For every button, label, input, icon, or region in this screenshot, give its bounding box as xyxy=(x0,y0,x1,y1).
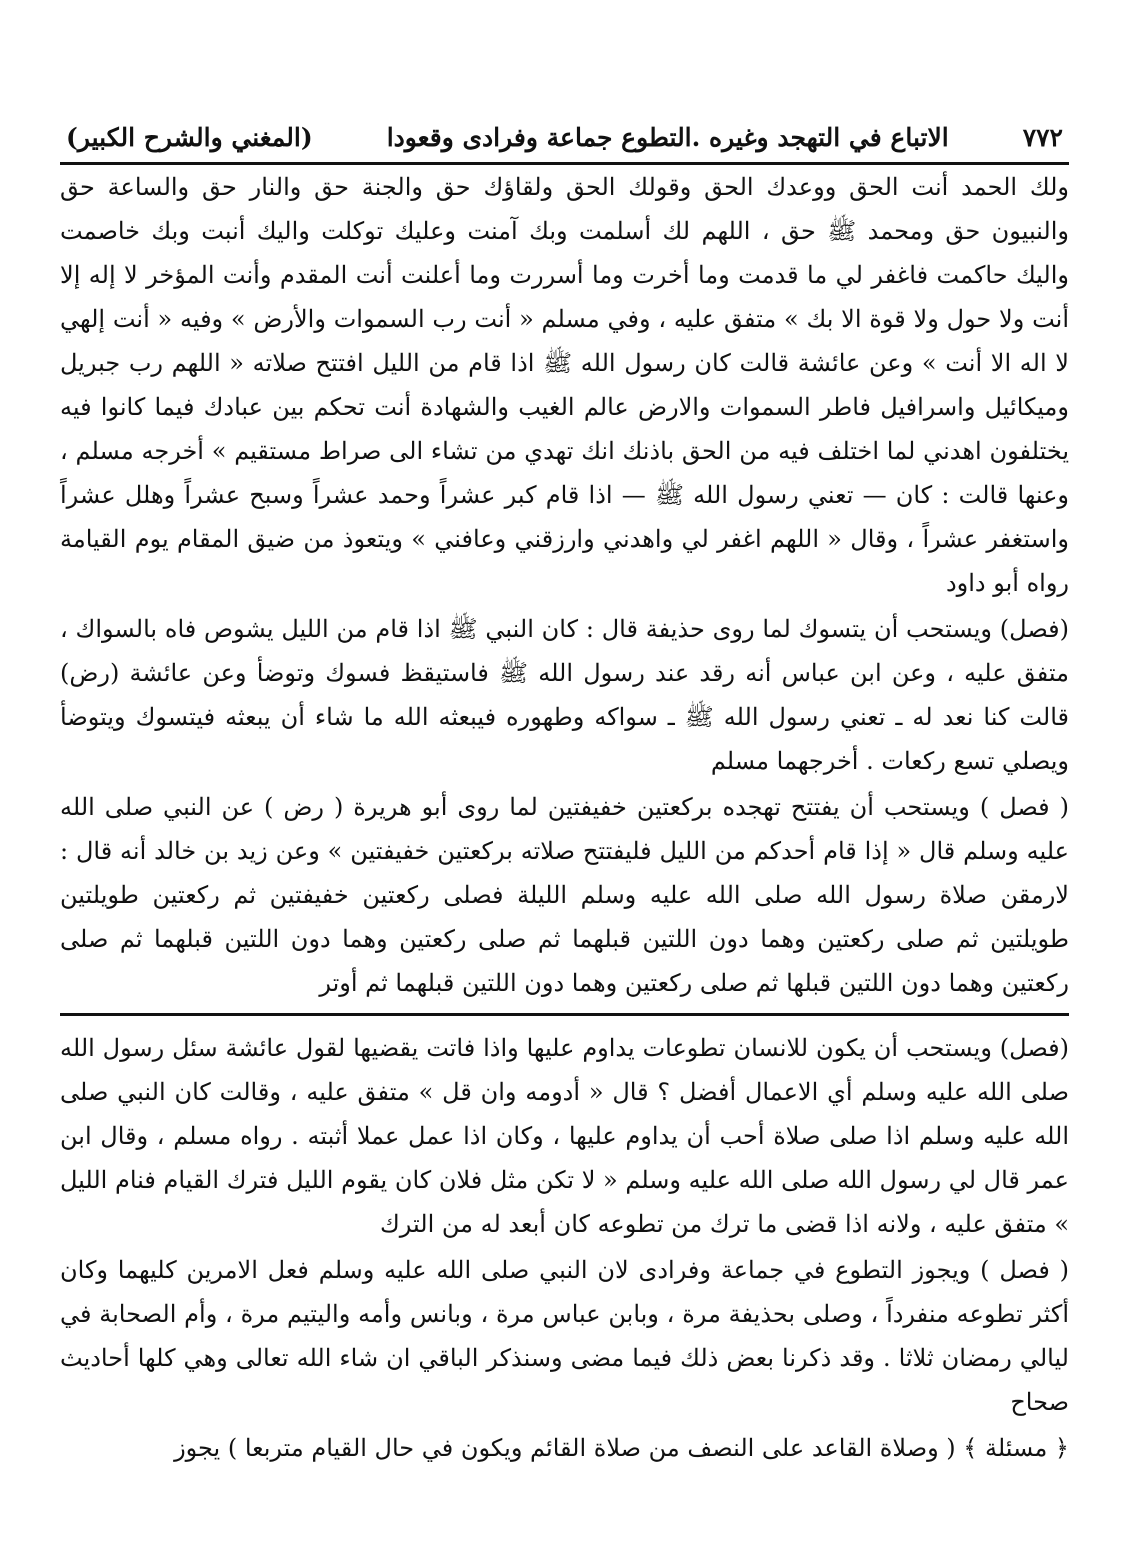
book-title: (المغني والشرح الكبير) xyxy=(66,123,313,152)
page-header xyxy=(60,118,1069,165)
page-number: ٧٧٢ xyxy=(1022,123,1063,152)
paragraph-opening-rakahs: ( فصل ) ويستحب أن يفتتح تهجده بركعتين خفيفتين لما روى أبو هريرة ( رض ) عن النبي صلى الله عليه وسلم قال « إذا قام أحدكم من الليل فليفتتح صلاته بركعتين خفيفتين » وعن زيد بن خالد أنه قال : لارمقن صلاة رسول الله صلى الله عليه وسلم الليلة فصلى ركعتين خفيفتين ثم ركعتين طويلتين طويلتين ثم صلى ركعتين وهما دون اللتين قبلهما ثم صلى ركعتين وهما دون اللتين قبلهما ثم صلى ركعتين وهما دون اللتين قبلها ثم صلى ركعتين وهما دون اللتين قبلهما ثم أوتر xyxy=(60,793,1069,997)
paragraph-regular-voluntary: (فصل) ويستحب أن يكون للانسان تطوعات يداوم عليها واذا فاتت يقضيها لقول عائشة سئل رسول الله صلى الله عليه وسلم أي الاعمال أفضل ؟ قال « أدومه وان قل » متفق عليه ، وقالت كان النبي صلى الله عليه وسلم اذا صلى صلاة أحب أن يداوم عليها ، وكان اذا عمل عملا أثبته . رواه مسلم ، وقال ابن عمر قال لي رسول الله صلى الله عليه وسلم « لا تكن مثل فلان كان يقوم الليل فترك القيام فنام الليل » متفق عليه ، ولانه اذا قضى ما ترك من تطوعه كان أبعد له من الترك xyxy=(60,1034,1069,1238)
paragraph-siwak: (فصل) ويستحب أن يتسوك لما روى حذيفة قال : كان النبي ﷺ اذا قام من الليل يشوص فاه بالسواك ، متفق عليه ، وعن ابن عباس أنه رقد عند رسول الله ﷺ فاستيقظ فسوك وتوضأ وعن عائشة (رض) قالت كنا نعد له ـ تعني رسول الله ﷺ ـ سواكه وطهوره فيبعثه الله ما شاء أن يبعثه فيتسوك ويتوضأ ويصلي تسع ركعات . أخرجهما مسلم xyxy=(60,615,1069,775)
text-body xyxy=(60,165,1069,1470)
paragraph-masalah: ﴿ مسئلة ﴾ ( وصلاة القاعد على النصف من صلاة القائم ويكون في حال القيام متربعا ) يجوز xyxy=(174,1434,1069,1462)
paragraph-hadith-dua: ولك الحمد أنت الحق ووعدك الحق وقولك الحق ولقاؤك حق والجنة حق والنار حق والساعة حق والنبيون حق ومحمد ﷺ حق ، اللهم لك أسلمت وبك آمنت وعليك توكلت واليك أنبت وبك خاصمت واليك حاكمت فاغفر لي ما قدمت وما أخرت وما أسررت وما أعلنت أنت المقدم وأنت المؤخر لا إله إلا أنت ولا حول ولا قوة الا بك » متفق عليه ، وفي مسلم « أنت رب السموات والأرض » وفيه « أنت إلهي لا اله الا أنت » وعن عائشة قالت كان رسول الله ﷺ اذا قام من الليل افتتح صلاته « اللهم رب جبريل وميكائيل واسرافيل فاطر السموات والارض عالم الغيب والشهادة أنت تحكم بين عبادك فيما كانوا فيه يختلفون اهدني لما اختلف فيه من الحق باذنك انك تهدي من تشاء الى صراط مستقيم » أخرجه مسلم ، وعنها قالت : كان — تعني رسول الله ﷺ — اذا قام كبر عشراً وحمد عشراً وسبح عشراً وهلل عشراً واستغفر عشراً ، وقال « اللهم اغفر لي واهدني وارزقني وعافني » ويتعوذ من ضيق المقام يوم القيامة رواه أبو داود xyxy=(60,173,1069,597)
section-divider xyxy=(60,1013,1069,1016)
paragraph-congregation: ( فصل ) ويجوز التطوع في جماعة وفرادى لان النبي صلى الله عليه وسلم فعل الامرين كليهما وكان أكثر تطوعه منفرداً ، وصلى بحذيفة مرة ، وبابن عباس مرة ، وبانس وأمه واليتيم مرة ، وأم الصحابة في ليالي رمضان ثلاثا . وقد ذكرنا بعض ذلك فيما مضى وسنذكر الباقي ان شاء الله تعالى وهي كلها أحاديث صحاح xyxy=(60,1256,1069,1416)
running-title: الاتباع في التهجد وغيره .التطوع جماعة وفرادى وقعودا xyxy=(386,123,949,152)
